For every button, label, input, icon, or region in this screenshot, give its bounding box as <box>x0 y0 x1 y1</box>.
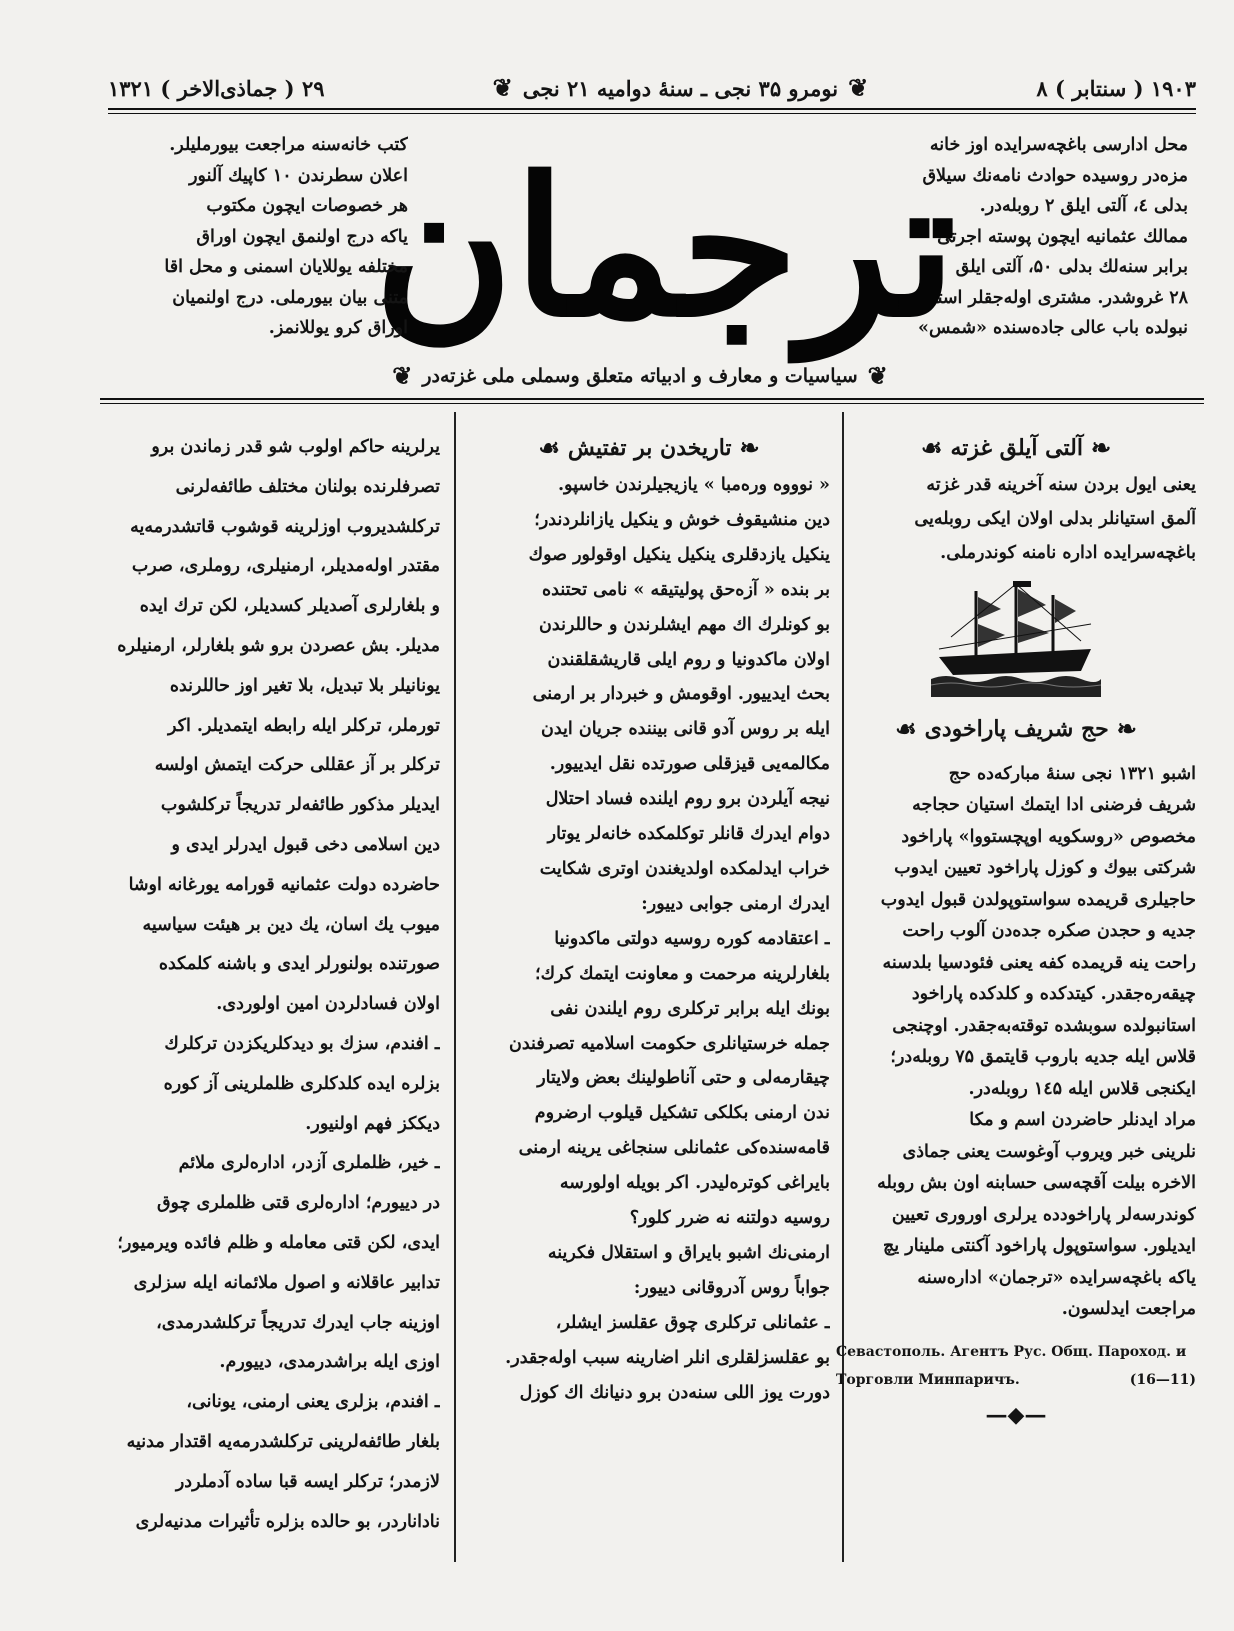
text-line: خراب ایدلمکده اولدیغندن اوتری شکایت <box>539 858 830 879</box>
masthead-left-info <box>108 130 408 344</box>
text-line: مدیلر. بش عصردن برو شو بلغارلر، ارمنیلره <box>117 635 440 656</box>
text-line: یونانیلر بلا تبدیل، بلا تغیر اوز حاللرنده <box>169 675 440 696</box>
text-line: ارمنی‌نك اشبو بایراق و استقلال فکرینه <box>547 1242 830 1263</box>
text-line: تورملر، ترکلر ایله رابطه ایتمدیلر. اکر <box>167 715 440 736</box>
hajj-heading <box>836 709 1196 749</box>
text-line: استانبولده سوبشده توقته‌به‌جقدر. اوچنجی <box>892 1015 1196 1036</box>
info-line: اعلان سطرندن ۱۰ کاپیك آلنور <box>189 165 408 186</box>
article-heading <box>468 428 830 468</box>
text-line: الاخره بیلت آقچه‌سی حسابنه اون بش روبله <box>877 1173 1196 1194</box>
text-line: بزلره ایده کلدکلری ظلملرینی آز کوره <box>163 1073 440 1094</box>
text-line: یرلرینه حاکم اولوب شو قدر زماندن برو <box>151 437 440 457</box>
masthead-title-area <box>373 128 957 368</box>
text-line: و بلغارلری آصدیلر کسدیلر، لکن ترك ایده <box>139 596 440 617</box>
text-line: دوام ایدرك قانلر توکلمکده خانه‌لر یوتار <box>547 824 830 845</box>
text-line: راحت ینه قریمده کفه یعنی فئودسیا بلدسنه <box>882 952 1196 973</box>
text-line: قلاس ایله جدیه باروب قایتمق ۷۵ روبله‌در؛ <box>890 1047 1196 1068</box>
info-line: اوراق کرو یوللانمز. <box>268 318 408 338</box>
info-line: مزه‌در روسیده حوادث نامه‌نك سیلاق <box>922 165 1188 186</box>
text-line: ایکنجی قلاس ایله ۱٤۵ روبله‌در. <box>968 1078 1196 1099</box>
masthead-subtitle <box>380 361 900 390</box>
date-bar <box>108 68 1196 108</box>
text-line: ترکلر بر آز عقللی حرکت ایتمش اولسه <box>154 755 440 776</box>
text-line: مخصوص «روسکویه اوپچستووا» پاراخود <box>901 826 1196 847</box>
text-line: بلغارلرینه مرحمت و معاونت ایتمك کرك؛ <box>535 963 830 984</box>
text-line: جواباً روس آدروقانی دییور: <box>633 1277 830 1298</box>
text-line: یاکه باغچه‌سرایده «ترجمان» اداره‌سنه <box>917 1267 1196 1288</box>
text-line: کوندرسه‌لر پاراخودده یرلری اوروری تعیین <box>891 1204 1196 1225</box>
header-rule <box>108 108 1196 114</box>
ornament-icon: ❧ <box>739 433 760 462</box>
left-column <box>80 428 440 1542</box>
text-line: ـ افندم، بزلری یعنی ارمنی، یونانی، <box>186 1392 440 1413</box>
text-line: صورتنده بولنورلر ایدی و باشنه کلمکده <box>158 954 440 975</box>
text-line: « نوووه وره‌مبا » یازیجیلرندن خاسپو. <box>557 475 830 495</box>
text-line: چیقارمه‌لی و حتی آناطولینك بعض ولایتار <box>537 1068 830 1089</box>
right-column <box>836 428 1196 1432</box>
column-divider <box>454 412 456 1562</box>
text-line: دورت یوز اللی سنه‌دن برو دنیانك اك کوزل <box>519 1382 830 1403</box>
masthead-rule <box>100 398 1204 404</box>
info-line: مختلفه یوللایان اسمنی و محل اقا <box>164 257 408 277</box>
info-line: نبولده باب عالی جاده‌سنده «شمس» <box>918 318 1188 338</box>
ornament-icon: ❧ <box>1090 433 1112 462</box>
text-line: حاجیلری قریمده سواستوپولدن قبول ایدوب <box>880 889 1196 910</box>
agent-line-1: Севастополь. Агентъ Рус. Общ. Пароход. и <box>836 1343 1187 1360</box>
text-line: بلغار طائفه‌لرینی ترکلشدرمه‌یه اقتدار مدنیه <box>126 1431 440 1452</box>
gregorian-date: ۱۹۰۳ ( سنتابر ) ۸ <box>1036 75 1196 101</box>
text-line: قامه‌سنده‌کی عثمانلی سنجاغی یرینه ارمنی <box>518 1138 830 1159</box>
text-line: اشبو ۱۳۲۱ نجی سنهٔ مبارکه‌ده حج <box>948 763 1196 784</box>
text-line: مراجعت ایدلسون. <box>1061 1299 1196 1320</box>
end-ornament-icon: —◆— <box>985 1401 1047 1428</box>
text-line: دیککز فهم اولنیور. <box>305 1113 440 1134</box>
ornament-icon: ❦ <box>392 361 413 390</box>
issue-number: نومرو ۳۵ نجی ـ سنهٔ دوامیه ۲۱ نجی <box>522 75 839 101</box>
text-line: یعنی ایول بردن سنه آخرینه قدر غزته <box>926 475 1196 495</box>
steamship-illustration <box>931 579 1101 699</box>
issue-info <box>492 73 869 102</box>
ornament-icon: ❦ <box>492 73 513 102</box>
ornament-icon: ❧ <box>1116 713 1137 743</box>
ornament-icon: ☙ <box>538 433 560 462</box>
text-line: ایدیلر مذکور طائفه‌لر تدریجاً ترکلشوب <box>160 795 440 816</box>
text-line: ـ افندم، سزك بو دیدکلریکزدن ترکلرك <box>164 1033 440 1054</box>
text-line: روسیه دولتنه نه ضرر کلور؟ <box>629 1208 830 1229</box>
text-line: ـ اعتقادمه کوره روسیه دولتی ماکدونیا <box>554 928 830 949</box>
info-line: کتب خانه‌سنه مراجعت بیورملیلر. <box>169 135 408 155</box>
text-line: اوزی ایله براشدرمدی، دییورم. <box>219 1352 440 1373</box>
info-line: محل ادارسی باغچه‌سرایده اوز خانه <box>929 135 1188 155</box>
text-line: مکالمه‌یی قیزقلی صورتده نقل ایدییور. <box>549 754 830 775</box>
text-line: بو کونلرك اك مهم ایشلرندن و حاللرندن <box>539 614 830 635</box>
text-line: در دییورم؛ اداره‌لری قتی ظلملری چوق <box>156 1193 440 1214</box>
text-line: جدیه و حجدن صکره جده‌دن آلوب راحت <box>902 921 1196 942</box>
ornament-icon: ☙ <box>895 713 917 743</box>
newspaper-title: ترجمان <box>373 136 957 359</box>
text-line: اولان ماکدونیا و روم ایلی قاریشقلقندن <box>547 649 830 670</box>
text-line: تدابیر عاقلانه و اصول ملائمانه ایله سزلری <box>133 1272 440 1293</box>
text-line: بر بنده « آزه‌حق پولیتیقه » نامی تحتنده <box>541 579 830 600</box>
text-line: دین منشیقوف خوش و ینکیل یازانلردندر؛ <box>534 509 830 530</box>
heading-text: حج شریف پاراخودی <box>924 715 1109 742</box>
text-line: لازمدر؛ ترکلر ایسه قبا ساده آدملردر <box>175 1471 440 1492</box>
text-line: ندن ارمنی بکلکی تشکیل قیلوب ارضروم <box>534 1103 830 1124</box>
text-line: ایدی، لکن قتی معامله و ظلم فائده ویرمیور؛ <box>117 1232 440 1253</box>
info-line: متنی بیان بیورملی. درج اولنمیان <box>172 287 408 308</box>
middle-column <box>468 428 830 1410</box>
info-line: بدلی ٤، آلتی ایلق ۲ روبله‌در. <box>979 196 1188 216</box>
text-line: آلمق استیانلر بدلی اولان ایکی روبله‌یی <box>914 509 1196 530</box>
text-line: ترکلشدیروب اوزلرینه قوشوب قاتشدرمه‌یه <box>130 516 440 537</box>
text-line: حاضرده دولت عثمانیه قورامه یورغانه اوشا <box>128 874 440 895</box>
text-line: جمله خرستیانلری حکومت اسلامیه تصرفندن <box>509 1033 830 1054</box>
text-line: چیقه‌ره‌جقدر. کیتدکده و کلدکده پاراخود <box>911 984 1196 1005</box>
heading-text: تاریخدن بر تفتیش <box>567 434 732 461</box>
text-line: باغچه‌سرایده اداره نامنه کوندرملی. <box>940 543 1196 564</box>
hijri-date: ۲۹ ( جماذی‌الاخر ) ۱۳۲۱ <box>108 75 325 101</box>
info-line: یاکه درج اولنمق ایچون اوراق <box>196 226 408 247</box>
text-line: شرکتی بیوك و کوزل پاراخود تعیین ایدوب <box>894 858 1196 879</box>
ornament-icon: ☙ <box>920 433 943 462</box>
ad-reference: (16—11) <box>1129 1371 1196 1388</box>
text-line: بو عقلسزلقلری انلر اضارینه سبب اوله‌جقدر. <box>505 1347 830 1368</box>
agent-line-2 <box>836 1366 1196 1394</box>
text-line: بونك ایله برابر ترکلری روم ایلندن نفی <box>550 998 830 1019</box>
agent-name: Торговли Минпаричъ. <box>836 1371 1020 1388</box>
text-line: مراد ایدنلر حاضردن اسم و مکا <box>969 1110 1196 1131</box>
text-line: دین اسلامی دخی قبول ایدرلر ایدی و <box>171 834 440 855</box>
ornament-icon: ❦ <box>867 361 888 390</box>
ornament-icon: ❦ <box>848 73 869 102</box>
text-line: ایله بر روس آدو قانی بیننده جریان ایدن <box>541 719 830 740</box>
info-line: برابر سنه‌لك بدلی ۵۰، آلتی ایلق <box>955 257 1188 277</box>
text-line: ینکیل یازدقلری ینکیل ینکیل اوقولور صوك <box>528 544 830 565</box>
text-line: ـ عثمانلی ترکلری چوق عقلسز ایشلر، <box>555 1312 830 1333</box>
text-line: نیجه آیلردن برو روم ایلنده فساد احتلال <box>545 789 830 810</box>
text-line: ـ خیر، ظلملری آزدر، اداره‌لری ملائم <box>178 1153 440 1174</box>
text-line: بحث ایدییور. اوقومش و خبردار بر ارمنی <box>532 684 830 705</box>
text-line: تصرفلرنده بولنان مختلف طائفه‌لرنی <box>175 476 440 497</box>
text-line: بایراغی کوتره‌لیدر. اکر بویله اولورسه <box>559 1173 830 1194</box>
info-line: هر خصوصات ایچون مکتوب <box>206 196 408 216</box>
heading-text: آلتی آیلق غزته <box>950 434 1083 461</box>
info-line: ممالك عثمانیه ایچون پوسته اجرتی <box>937 226 1188 247</box>
text-line: مقتدر اوله‌مدیلر، ارمنیلری، روملری، صرب <box>131 556 440 577</box>
text-line: شریف فرضنی ادا ایتمك استیان حجاجه <box>912 795 1196 816</box>
text-line: میوب یك اسان، یك دین بر هیئت سیاسیه <box>142 914 440 935</box>
hajj-body <box>836 759 1196 1326</box>
text-line: اوزینه جاب ایدرك تدریجاً ترکلشدرمدی، <box>156 1312 440 1333</box>
text-line: نلرینی خبر ویروب آوغوست یعنی جماذی <box>902 1141 1196 1162</box>
text-line: ناداناردر، بو حالده بزلره تأثیرات مدنیه‌لری <box>135 1511 440 1532</box>
info-line: ۲۸ غروشدر. مشتری اوله‌جقلر استا <box>932 287 1188 308</box>
subscription-heading <box>836 428 1196 468</box>
text-line: اولان فسادلردن امین اولوردی. <box>216 994 440 1015</box>
subtitle-text: سیاسیات و معارف و ادبیاته متعلق وسملی ملی غزته‌در <box>422 365 858 387</box>
text-line: ایدرك ارمنی جوابی دییور: <box>641 893 830 914</box>
text-line: ایدیلور. سواستوپول پاراخود آکنتی ملینار یچ <box>883 1236 1196 1257</box>
